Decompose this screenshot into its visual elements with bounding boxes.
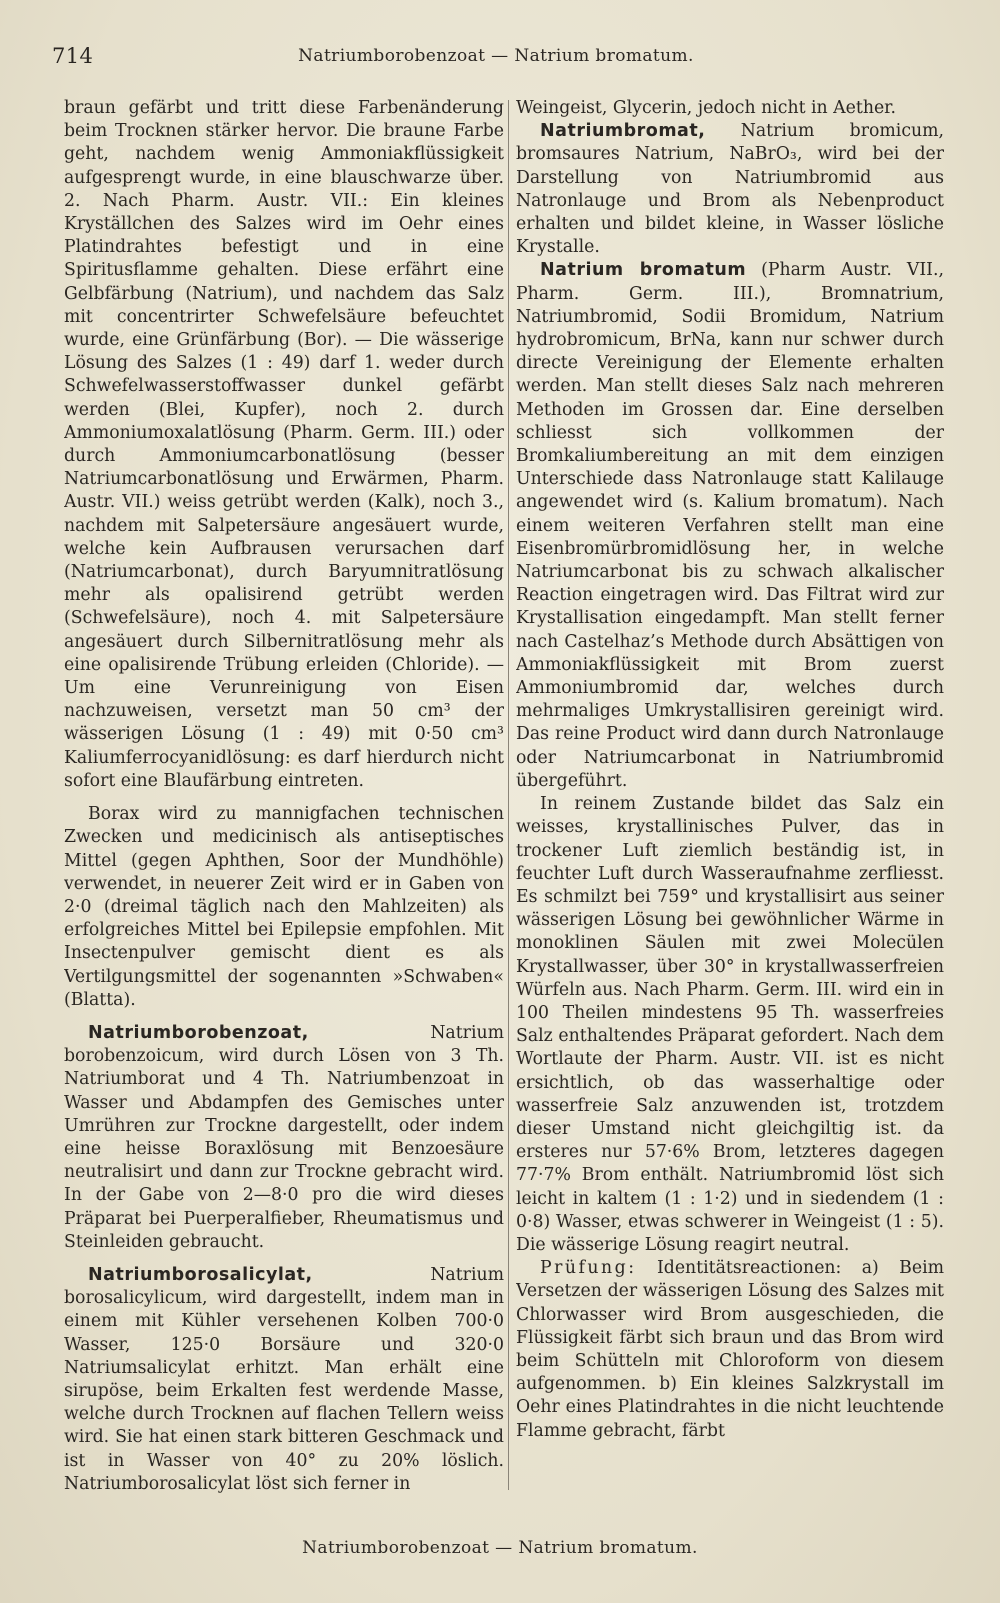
paragraph-borax-uses: Borax wird zu mannigfachen technischen Zwecken und medicinisch als antiseptisches Mittel (gegen Aphthen, Soor der Mundhöhle) verwendet, in neuerer Zeit wird er in Gaben von 2·0 (dreimal täglich nach den Mahlzeiten) als erfolgreiches Mittel bei Epilepsie empfohlen. Mit Insectenpulver gemischt dient es als Vertilgungsmittel der sogenannten »Schwaben« (Blatta). — [64, 804, 504, 1010]
right-column — [516, 97, 944, 1515]
paragraph-properties: In reinem Zustande bildet das Salz ein weisses, krystallinisches Pulver, das in trockener Luft ziemlich beständig ist, in feuchter Luft durch Wasseraufnahme zerfliesst. Es schmilzt bei 759° und krystallisirt aus seiner wässerigen Lösung bei gewöhnlicher Wärme in monoklinen Säulen mit zwei Molecülen Krystallwasser, über 30° in krystallwasserfreien Würfeln aus. Nach Pharm. Germ. III. wird ein in 100 Theilen mindestens 95 Th. wasserfreies Salz enthaltendes Präparat gefordert. Nach dem Wortlaute der Pharm. Austr. VII. ist es nicht ersichtlich, ob das wasserhaltige oder wasserfreie Salz anzuwenden ist, trotzdem dieser Umstand nicht gleichgiltig ist. da ersteres nur 57·6% Brom, letzteres dagegen 77·7% Brom enthält. Natriumbromid löst sich leicht in kaltem (1 : 1·2) und in siedendem (1 : 0·8) Wasser, etwas schwerer in Weingeist (1 : 5). Die wässerige Lösung reagirt neutral. — [516, 794, 944, 1255]
page-footer: Natriumborobenzoat — Natrium bromatum. — [302, 1538, 698, 1558]
entry-text: Natrium bromicum, bromsaures Natrium, NaBrO₃, wird bei der Darstellung von Natriumbromid aus Natronlauge und Brom als Nebenproduct erhalten und bildet kleine, in Wasser lösliche Krystalle. — [516, 121, 944, 258]
column-divider — [508, 100, 509, 1490]
paragraph-continuation: Weingeist, Glycerin, jedoch nicht in Aether. — [516, 98, 897, 118]
left-column — [64, 97, 504, 1515]
page-header — [52, 44, 940, 74]
entry-natrium-bromatum — [516, 259, 944, 793]
headword: Natriumborosalicylat, — [88, 1264, 313, 1285]
paragraph-identity-tests: braun gefärbt und tritt diese Farbenänderung beim Trocknen stärker hervor. Die braune Farbe geht, nachdem wenig Ammoniakflüssigkeit aufgesprengt wurde, in eine blauschwarze über. 2. Nach Pharm. Austr. VII.: Ein kleines Kryställchen des Salzes wird im Oehr eines Platindrahtes befestigt und in eine Spiritusflamme gehalten. Diese erfährt eine Gelbfärbung (Natrium), und nachdem das Salz mit concentrirter Schwefelsäure befeuchtet wurde, eine Grünfärbung (Bor). — Die wässerige Lösung des Salzes (1 : 49) darf 1. weder durch Schwefelwasserstoffwasser dunkel gefärbt werden (Blei, Kupfer), noch 2. durch Ammoniumoxalatlösung (Pharm. Germ. III.) oder durch Ammoniumcarbonatlösung (besser Natriumcarbonatlösung und Erwärmen, Pharm. Austr. VII.) weiss getrübt werden (Kalk), noch 3., nachdem mit Salpetersäure angesäuert wurde, welche kein Aufbrausen verursachen darf (Natriumcarbonat), durch Baryumnitratlösung mehr als opalisirend getrübt werden (Schwefelsäure), noch 4. mit Salpetersäure angesäuert durch Silbernitratlösung mehr als eine opalisirende Trübung erleiden (Chloride). — Um eine Verunreinigung von Eisen nachzuweisen, versetzt man 50 cm³ der wässerigen Lösung (1 : 49) mit 0·50 cm³ Kaliumferrocyanidlösung: es darf hierdurch nicht sofort eine Blaufärbung eintreten. — [64, 98, 504, 791]
headword: Natrium bromatum — [540, 260, 747, 281]
page-number: 714 — [52, 44, 94, 68]
pruefung-text: Identitätsreactionen: a) Beim Versetzen der wässerigen Lösung des Salzes mit Chlorwasser wird Brom ausgeschieden, die Flüssigkeit färbt sich braun und das Brom wird beim Schütteln mit Chloroform von diesem aufgenommen. b) Ein kleines Salzkrystall im Oehr eines Platindrahtes in die nicht leuchtende Flamme gebracht, färbt — [516, 1258, 944, 1441]
running-title: Natriumborobenzoat — Natrium bromatum. — [298, 46, 694, 66]
entry-natriumborobenzoat — [64, 1022, 504, 1254]
headword: Natriumborobenzoat, — [88, 1022, 309, 1043]
entry-text: Natrium borosalicylicum, wird dargestellt, indem man in einem mit Kühler versehenen Kolben 700·0 Wasser, 125·0 Borsäure und 320·0 Natriumsalicylat erhitzt. Man erhält eine sirupöse, beim Erkalten fest werdende Masse, welche durch Trocknen auf flachen Tellern weiss wird. Sie hat einen stark bitteren Geschmack und ist in Wasser von 40° zu 20% löslich. Natriumborosalicylat löst sich ferner in — [64, 1264, 504, 1494]
entry-text: Natrium borobenzoicum, wird durch Lösen von 3 Th. Natriumborat und 4 Th. Natriumbenzoat in Wasser und Abdampfen des Gemisches unter Umrühren zur Trockne dargestellt, oder indem eine heisse Boraxlösung mit Benzoesäure neutralisirt und dann zur Trockne gebracht wird. In der Gabe von 2—8·0 pro die wird dieses Präparat bei Puerperalfieber, Rheumatismus und Steinleiden gebraucht. — [64, 1022, 504, 1252]
paragraph-pruefung — [516, 1257, 944, 1443]
entry-natriumbromat — [516, 120, 944, 259]
headword: Natriumbromat, — [540, 121, 706, 142]
pruefung-label: Prüfung: — [540, 1258, 637, 1279]
entry-text: (Pharm Austr. VII., Pharm. Germ. III.), Bromnatrium, Natriumbromid, Sodii Bromidum, Natrium hydrobromicum, BrNa, kann nur schwer durch directe Vereinigung der Elemente erhalten werden. Man stellt dieses Salz nach mehreren Methoden im Grossen dar. Eine derselben schliesst sich vollkommen der Bromkaliumbereitung an mit dem einzigen Unterschiede dass Natronlauge statt Kalilauge angewendet wird (s. Kalium bromatum). Nach einem weiteren Verfahren stellt man eine Eisenbromürbromidlösung her, in welche Natriumcarbonat bis zu schwach alkalischer Reaction eingetragen wird. Das Filtrat wird zur Krystallisation eingedampft. Man stellt ferner nach Castelhaz’s Methode durch Absättigen von Ammoniakflüssigkeit mit Brom zuerst Ammoniumbromid dar, welches durch mehrmaliges Umkrystallisiren gereinigt wird. Das reine Product wird dann durch Natronlauge oder Natriumcarbonat in Natriumbromid übergeführt. — [516, 260, 944, 791]
entry-natriumborosalicylat — [64, 1264, 504, 1496]
